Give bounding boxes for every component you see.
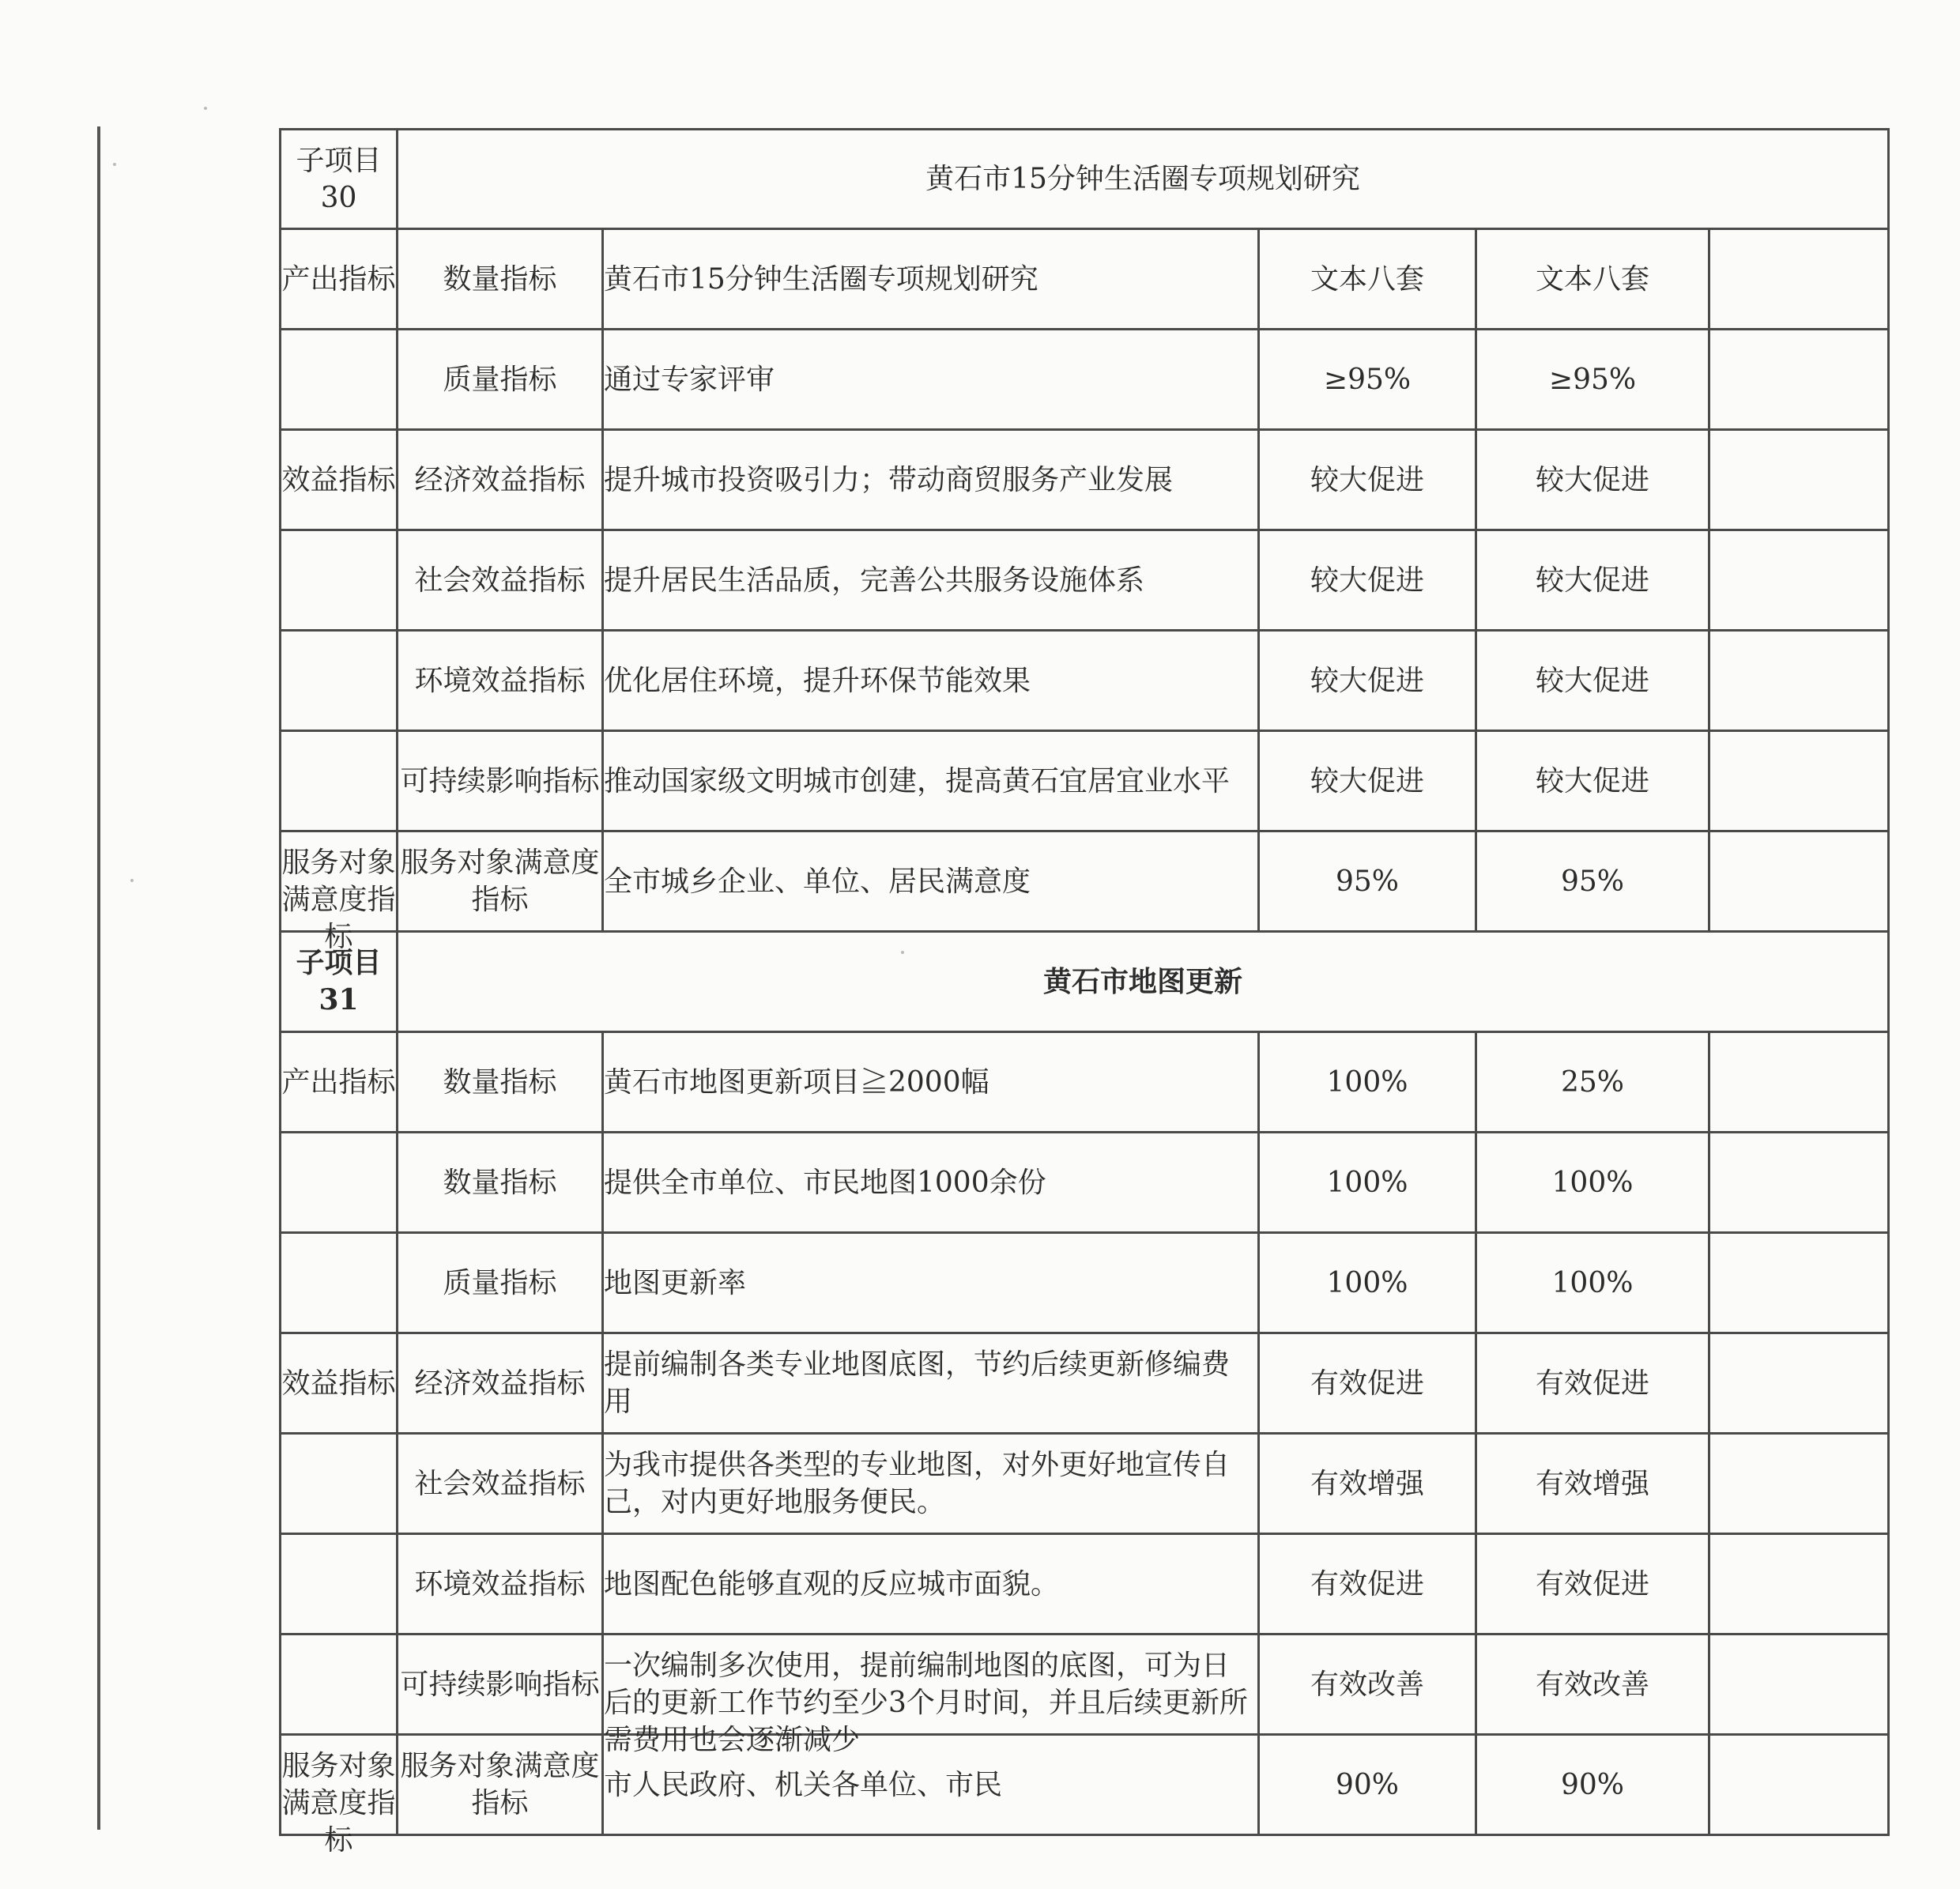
indicator-cell: 可持续影响指标	[398, 731, 603, 831]
empty-cell	[1709, 631, 1889, 731]
content-cell: 提升居民生活品质，完善公共服务设施体系	[603, 530, 1259, 631]
table-row	[281, 1735, 1889, 1835]
target-value-cell: 有效增强	[1259, 1434, 1476, 1534]
performance-indicator-table	[279, 128, 1890, 1857]
actual-value-cell: ≥95%	[1476, 330, 1709, 430]
empty-cell	[1709, 731, 1889, 831]
table-row	[281, 1032, 1889, 1133]
empty-cell	[1709, 1735, 1889, 1835]
indicator-cell: 可持续影响指标	[398, 1634, 603, 1735]
indicator-cell: 环境效益指标	[398, 1534, 603, 1634]
actual-value-cell: 较大促进	[1476, 631, 1709, 731]
content-cell	[603, 1634, 1259, 1756]
table-row	[281, 631, 1889, 731]
target-value-cell: 较大促进	[1259, 530, 1476, 631]
category-cell	[281, 1233, 398, 1333]
subproject-header-row	[281, 932, 1889, 1032]
content-cell: 提供全市单位、市民地图1000余份	[603, 1133, 1259, 1233]
content-cell: 提升城市投资吸引力；带动商贸服务产业发展	[603, 430, 1259, 530]
content-cell: 地图配色能够直观的反应城市面貌。	[603, 1534, 1259, 1634]
table-row	[281, 1233, 1889, 1333]
indicator-cell: 经济效益指标	[398, 430, 603, 530]
indicator-cell: 质量指标	[398, 330, 603, 430]
category-cell	[281, 1434, 398, 1534]
content-cell: 提前编制各类专业地图底图，节约后续更新修编费用	[603, 1333, 1259, 1434]
actual-value-cell: 较大促进	[1476, 530, 1709, 631]
category-cell	[281, 731, 398, 831]
actual-value-cell: 100%	[1476, 1233, 1709, 1333]
target-value-cell: 有效改善	[1259, 1634, 1476, 1735]
category-cell: 效益指标	[281, 430, 398, 530]
subproject-title: 黄石市地图更新	[398, 932, 1889, 1032]
actual-value-cell: 较大促进	[1476, 430, 1709, 530]
target-value-cell: 95%	[1259, 831, 1476, 932]
category-cell	[281, 831, 398, 953]
empty-cell	[1709, 1534, 1889, 1634]
table-row	[281, 330, 1889, 430]
indicator-cell: 质量指标	[398, 1233, 603, 1333]
category-cell	[281, 530, 398, 631]
target-value-cell: 较大促进	[1259, 631, 1476, 731]
empty-cell	[1709, 1233, 1889, 1333]
content-cell: 优化居住环境，提升环保节能效果	[603, 631, 1259, 731]
category-text: 服务对象满意度指标	[281, 1750, 396, 1857]
category-cell	[281, 1634, 398, 1735]
target-value-cell: 90%	[1259, 1735, 1476, 1835]
scan-speck	[130, 879, 134, 882]
category-cell: 产出指标	[281, 229, 398, 330]
indicator-cell: 数量指标	[398, 229, 603, 330]
target-value-cell: 100%	[1259, 1032, 1476, 1133]
indicator-cell: 社会效益指标	[398, 1434, 603, 1534]
actual-value-cell: 有效改善	[1476, 1634, 1709, 1735]
actual-value-cell: 有效促进	[1476, 1534, 1709, 1634]
content-text: 一次编制多次使用，提前编制地图的底图，可为日后的更新工作节约至少3个月时间，并且后续更新所需费用也会逐渐减少	[604, 1650, 1248, 1756]
table-row	[281, 1534, 1889, 1634]
content-cell: 通过专家评审	[603, 330, 1259, 430]
target-value-cell: ≥95%	[1259, 330, 1476, 430]
target-value-cell: 有效促进	[1259, 1534, 1476, 1634]
category-cell: 产出指标	[281, 1032, 398, 1133]
category-text: 服务对象满意度指标	[281, 846, 396, 953]
table-row	[281, 831, 1889, 932]
category-cell: 效益指标	[281, 1333, 398, 1434]
empty-cell	[1709, 1634, 1889, 1735]
empty-cell	[1709, 330, 1889, 430]
actual-value-cell: 95%	[1476, 831, 1709, 932]
scan-speck	[113, 163, 116, 166]
target-value-cell: 有效促进	[1259, 1333, 1476, 1434]
subproject-label: 子项目31	[281, 932, 398, 1032]
category-cell	[281, 1133, 398, 1233]
indicator-cell: 服务对象满意度指标	[398, 1735, 603, 1835]
table-row	[281, 1133, 1889, 1233]
indicator-cell: 环境效益指标	[398, 631, 603, 731]
actual-value-cell: 较大促进	[1476, 731, 1709, 831]
empty-cell	[1709, 1333, 1889, 1434]
content-cell: 全市城乡企业、单位、居民满意度	[603, 831, 1259, 932]
target-value-cell: 文本八套	[1259, 229, 1476, 330]
content-cell: 市人民政府、机关各单位、市民	[603, 1735, 1259, 1835]
indicator-cell: 服务对象满意度指标	[398, 831, 603, 932]
content-cell: 推动国家级文明城市创建，提高黄石宜居宜业水平	[603, 731, 1259, 831]
empty-cell	[1709, 1434, 1889, 1534]
subproject-title: 黄石市15分钟生活圈专项规划研究	[398, 130, 1889, 229]
content-cell: 黄石市15分钟生活圈专项规划研究	[603, 229, 1259, 330]
subproject-label: 子项目30	[281, 130, 398, 229]
content-cell: 为我市提供各类型的专业地图，对外更好地宣传自己，对内更好地服务便民。	[603, 1434, 1259, 1534]
empty-cell	[1709, 1032, 1889, 1133]
target-value-cell: 100%	[1259, 1233, 1476, 1333]
binding-margin-line	[97, 126, 100, 1830]
empty-cell	[1709, 1133, 1889, 1233]
empty-cell	[1709, 430, 1889, 530]
target-value-cell: 较大促进	[1259, 430, 1476, 530]
empty-cell	[1709, 831, 1889, 932]
indicator-cell: 社会效益指标	[398, 530, 603, 631]
indicator-cell: 数量指标	[398, 1133, 603, 1233]
content-cell: 地图更新率	[603, 1233, 1259, 1333]
category-cell	[281, 631, 398, 731]
actual-value-cell: 25%	[1476, 1032, 1709, 1133]
scan-speck	[204, 107, 207, 110]
table-row	[281, 731, 1889, 831]
empty-cell	[1709, 229, 1889, 330]
indicator-cell: 经济效益指标	[398, 1333, 603, 1434]
table-row	[281, 229, 1889, 330]
subproject-header-row	[281, 130, 1889, 229]
indicator-cell: 数量指标	[398, 1032, 603, 1133]
category-cell	[281, 1735, 398, 1857]
target-value-cell: 较大促进	[1259, 731, 1476, 831]
actual-value-cell: 文本八套	[1476, 229, 1709, 330]
table-row	[281, 1634, 1889, 1735]
content-cell: 黄石市地图更新项目≧2000幅	[603, 1032, 1259, 1133]
table-row	[281, 1333, 1889, 1434]
actual-value-cell: 有效促进	[1476, 1333, 1709, 1434]
actual-value-cell: 90%	[1476, 1735, 1709, 1835]
table-row	[281, 530, 1889, 631]
actual-value-cell: 有效增强	[1476, 1434, 1709, 1534]
table-row	[281, 430, 1889, 530]
category-cell	[281, 1534, 398, 1634]
actual-value-cell: 100%	[1476, 1133, 1709, 1233]
target-value-cell: 100%	[1259, 1133, 1476, 1233]
category-cell	[281, 330, 398, 430]
table-row	[281, 1434, 1889, 1534]
empty-cell	[1709, 530, 1889, 631]
